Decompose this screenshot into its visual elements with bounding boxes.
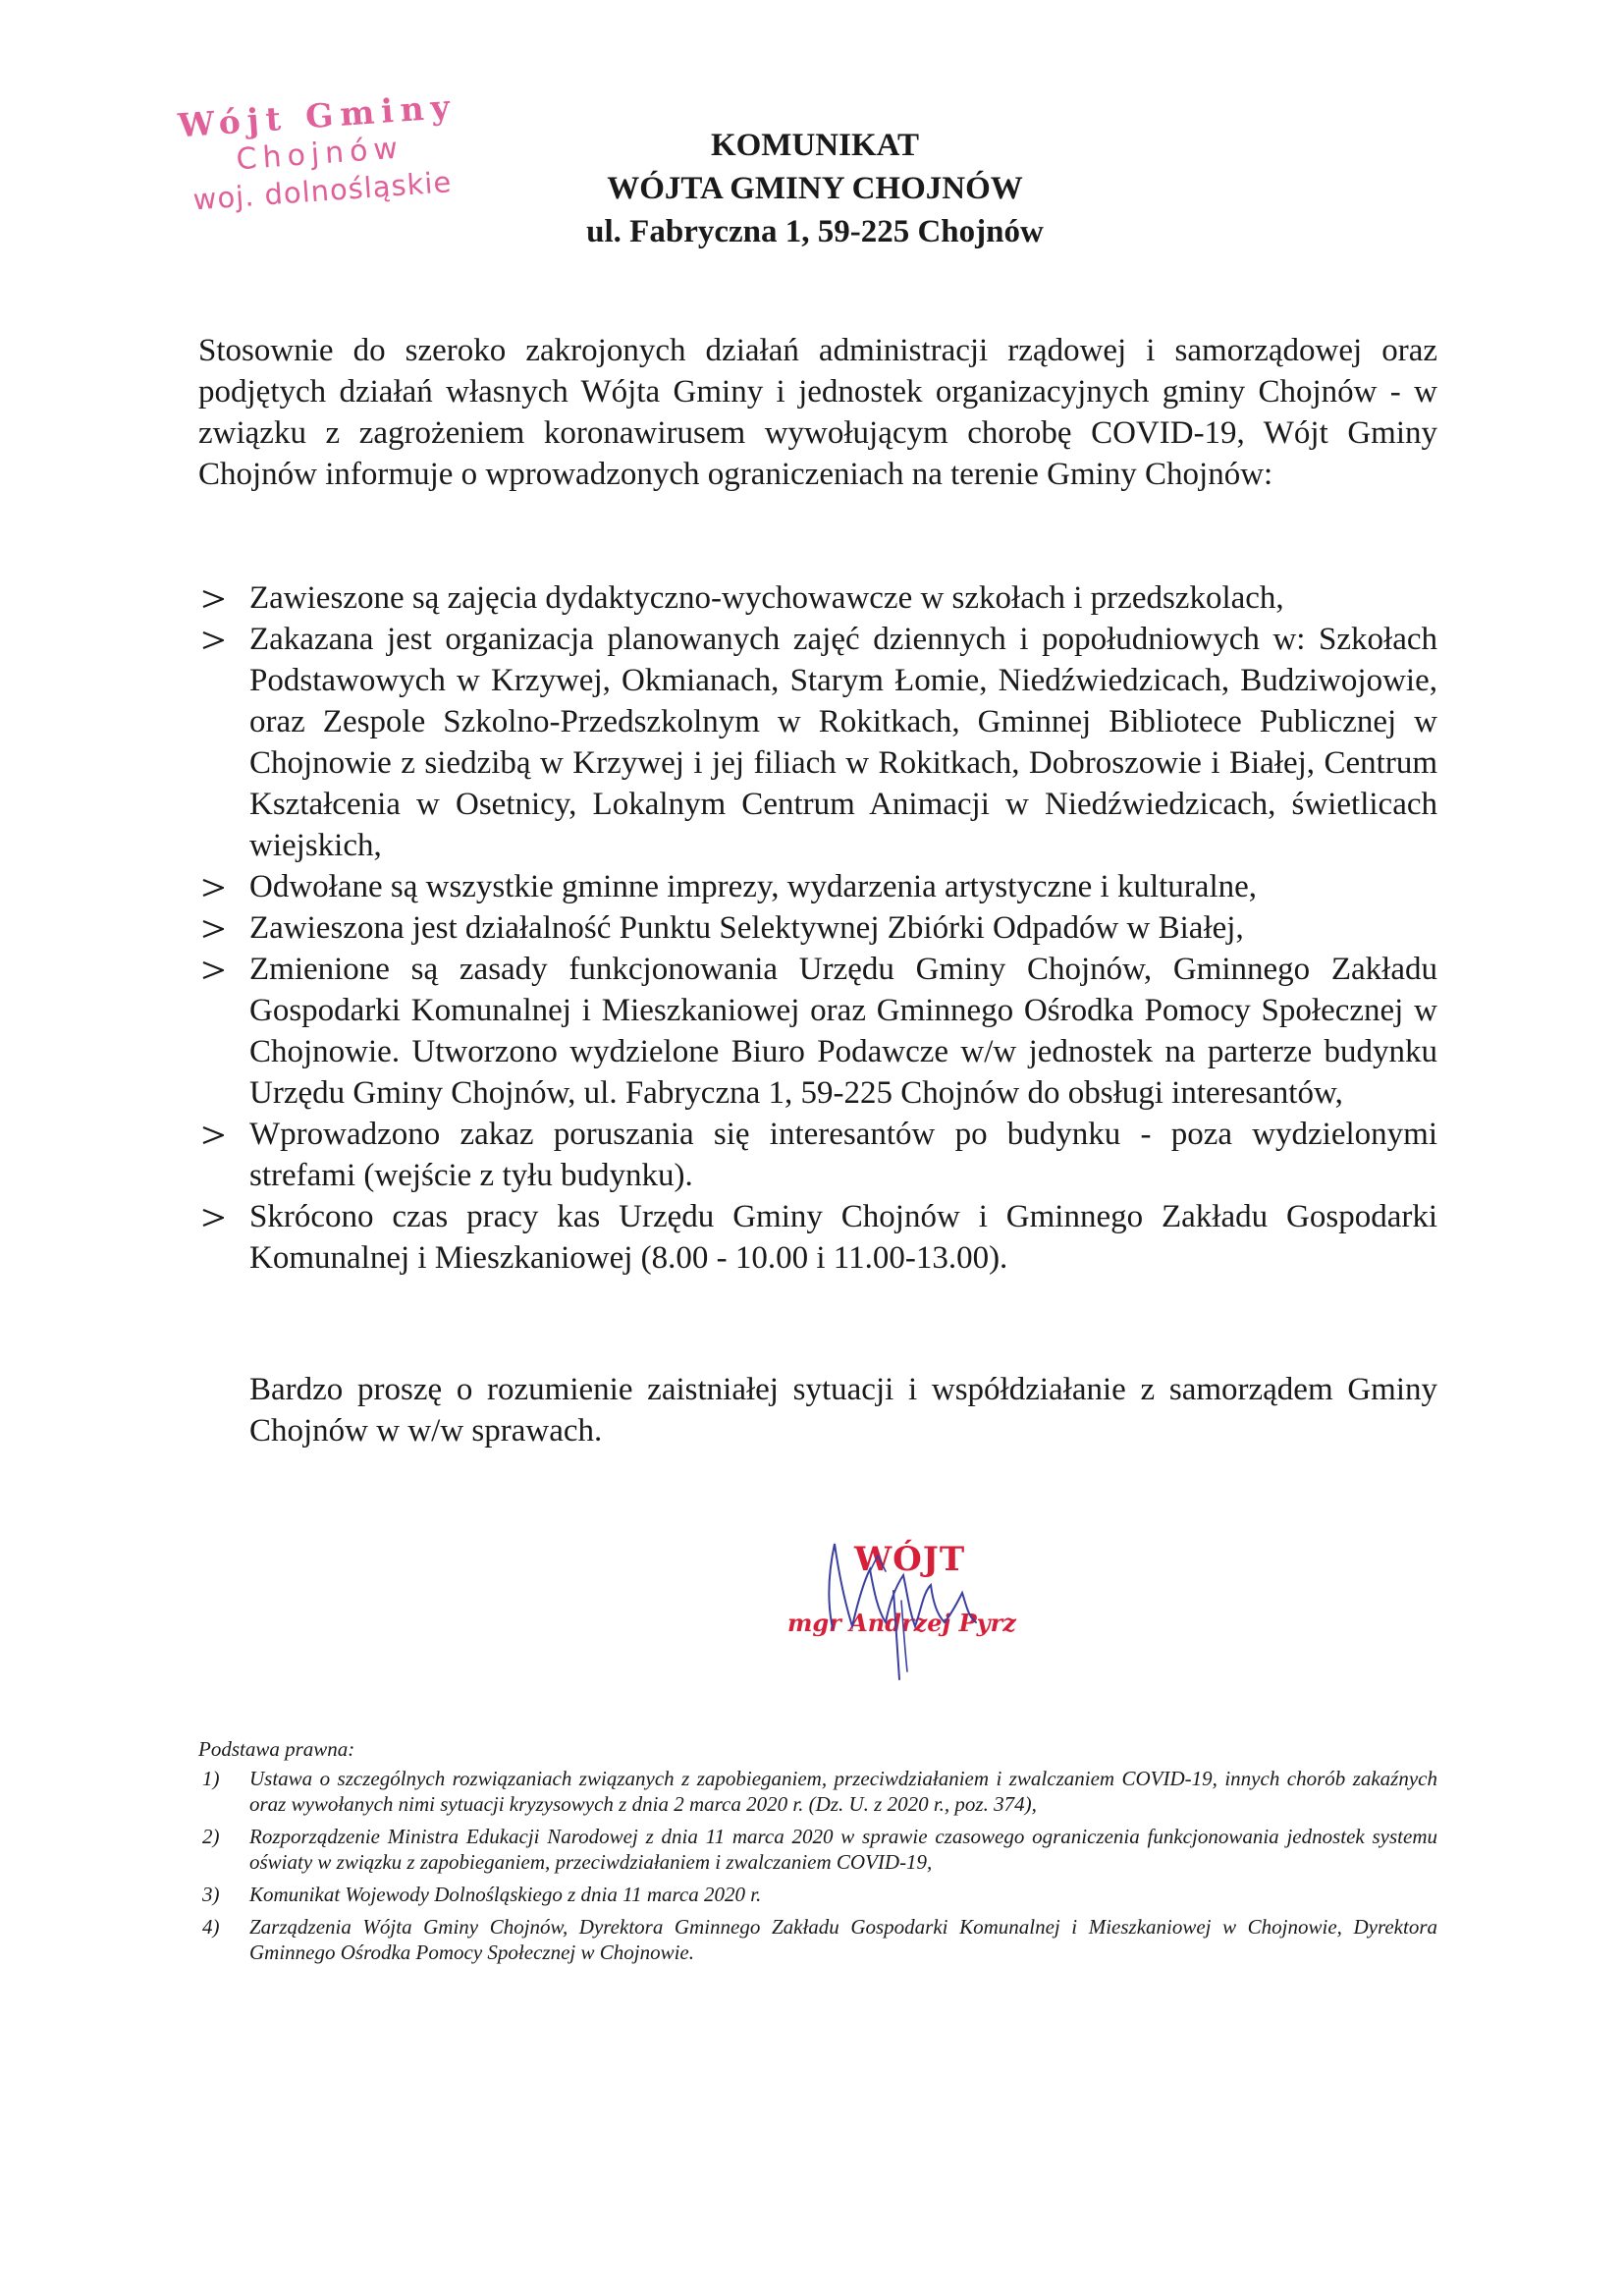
restriction-text: Zmienione są zasady funkcjonowania Urzędu Gminy Chojnów, Gminnego Zakładu Gospodarki Komunalnej i Mieszkaniowej oraz Gminnego Ośrodka Pomocy Społecznej w Chojnowie. Utworzono wydzielone Biuro Podawcze w/w jednostek na parterze budynku Urzędu Gminy Chojnów, ul. Fabryczna 1, 59-225 Chojnów do obsługi interesantów,	[249, 952, 1437, 1111]
restriction-text: Odwołane są wszystkie gminne imprezy, wydarzenia artystyczne i kulturalne,	[249, 869, 1258, 904]
legal-basis-item	[198, 1766, 1437, 1817]
legal-basis-text: Rozporządzenie Ministra Edukacji Narodowej z dnia 11 marca 2020 w sprawie czasowego ograniczenia funkcjonowania jednostek systemu oświaty w związku z zapobieganiem, przeciwdziałaniem i zwalczaniem COVID-19,	[249, 1825, 1437, 1874]
arrowhead-bullet-icon	[202, 1126, 224, 1144]
legal-basis-number: 4)	[202, 1915, 220, 1939]
arrowhead-bullet-icon	[202, 631, 224, 649]
stamp-line-2: Chojnów	[235, 131, 406, 178]
legal-basis-text: Ustawa o szczególnych rozwiązaniach związanych z zapobieganiem, przeciwdziałaniem i zwalczaniem COVID-19, innych chorób zakaźnych oraz wywołanych nimi sytuacji kryzysowych z dnia 2 marca 2020 r. (Dz. U. z 2020 r., poz. 374),	[249, 1767, 1437, 1816]
handwritten-signature-icon	[776, 1532, 1041, 1699]
arrowhead-bullet-icon	[202, 920, 224, 938]
restriction-item	[198, 1196, 1437, 1279]
restriction-item	[198, 949, 1437, 1114]
header-title: KOMUNIKAT	[710, 128, 920, 163]
closing-paragraph: Bardzo proszę o rozumienie zaistniałej sytuacji i współdziałanie z samorządem Gminy Chojnów w w/w sprawach.	[249, 1372, 1437, 1449]
restriction-text: Zawieszone są zajęcia dydaktyczno-wychowawcze w szkołach i przedszkolach,	[249, 580, 1284, 616]
restriction-item	[198, 866, 1437, 907]
legal-basis-text: Zarządzenia Wójta Gminy Chojnów, Dyrektora Gminnego Zakładu Gospodarki Komunalnej i Mieszkaniowej w Chojnowie, Dyrektora Gminnego Ośrodka Pomocy Społecznej w Chojnowie.	[249, 1915, 1437, 1964]
legal-basis-item	[198, 1914, 1437, 1965]
office-stamp	[169, 85, 470, 219]
arrowhead-bullet-icon	[202, 961, 224, 979]
legal-basis-number: 3)	[202, 1883, 220, 1906]
restriction-item	[198, 577, 1437, 619]
header-issuer: WÓJTA GMINY CHOJNÓW	[607, 171, 1023, 206]
legal-basis-title: Podstawa prawna:	[198, 1737, 355, 1761]
restriction-item	[198, 1114, 1437, 1196]
restriction-text: Zawieszona jest działalność Punktu Selektywnej Zbiórki Odpadów w Białej,	[249, 910, 1244, 946]
arrowhead-bullet-icon	[202, 879, 224, 897]
header-address: ul. Fabryczna 1, 59-225 Chojnów	[586, 214, 1044, 249]
stamp-line-3: woj. dolnośląskie	[191, 164, 454, 217]
arrowhead-bullet-icon	[202, 590, 224, 608]
arrowhead-bullet-icon	[202, 1209, 224, 1227]
restriction-item	[198, 907, 1437, 949]
restriction-item	[198, 619, 1437, 866]
restriction-text: Skrócono czas pracy kas Urzędu Gminy Chojnów i Gminnego Zakładu Gospodarki Komunalnej i Mieszkaniowej (8.00 - 10.00 i 11.00-13.00).	[249, 1199, 1437, 1276]
signature-name: mgr Andrzej Pyrz	[787, 1609, 1016, 1637]
signature-title: WÓJT	[854, 1540, 966, 1579]
legal-basis	[198, 1736, 1437, 1972]
restriction-text: Zakazana jest organizacja planowanych zajęć dziennych i popołudniowych w: Szkołach Podstawowych w Krzywej, Okmianach, Starym Łomie, Niedźwiedzicach, Budziwojowie, oraz Zespole Szkolno-Przedszkolnym w Rokitkach, Gminnej Bibliotece Publicznej w Chojnowie z siedzibą w Krzywej i jej filiach w Rokitkach, Dobroszowie i Białej, Centrum Kształcenia w Osetnicy, Lokalnym Centrum Animacji w Niedźwiedzicach, świetlicach wiejskich,	[249, 622, 1437, 863]
stamp-line-1: Wójt Gminy	[177, 86, 459, 145]
document-header	[442, 124, 1188, 253]
legal-basis-item	[198, 1824, 1437, 1875]
restrictions-list	[198, 577, 1437, 1279]
restriction-text: Wprowadzono zakaz poruszania się interesantów po budynku - poza wydzielonymi strefami (wejście z tyłu budynku).	[249, 1117, 1437, 1193]
legal-basis-number: 2)	[202, 1825, 220, 1848]
legal-basis-item	[198, 1882, 1437, 1907]
legal-basis-text: Komunikat Wojewody Dolnośląskiego z dnia 11 marca 2020 r.	[249, 1883, 762, 1906]
legal-basis-number: 1)	[202, 1767, 220, 1790]
signature-block	[776, 1532, 1041, 1699]
legal-basis-list	[198, 1766, 1437, 1965]
intro-paragraph: Stosownie do szeroko zakrojonych działań administracji rządowej i samorządowej oraz podjętych działań własnych Wójta Gminy i jednostek organizacyjnych gminy Chojnów - w związku z zagrożeniem koronawirusem wywołującym chorobę COVID-19, Wójt Gminy Chojnów informuje o wprowadzonych ograniczeniach na terenie Gminy Chojnów:	[198, 333, 1437, 492]
